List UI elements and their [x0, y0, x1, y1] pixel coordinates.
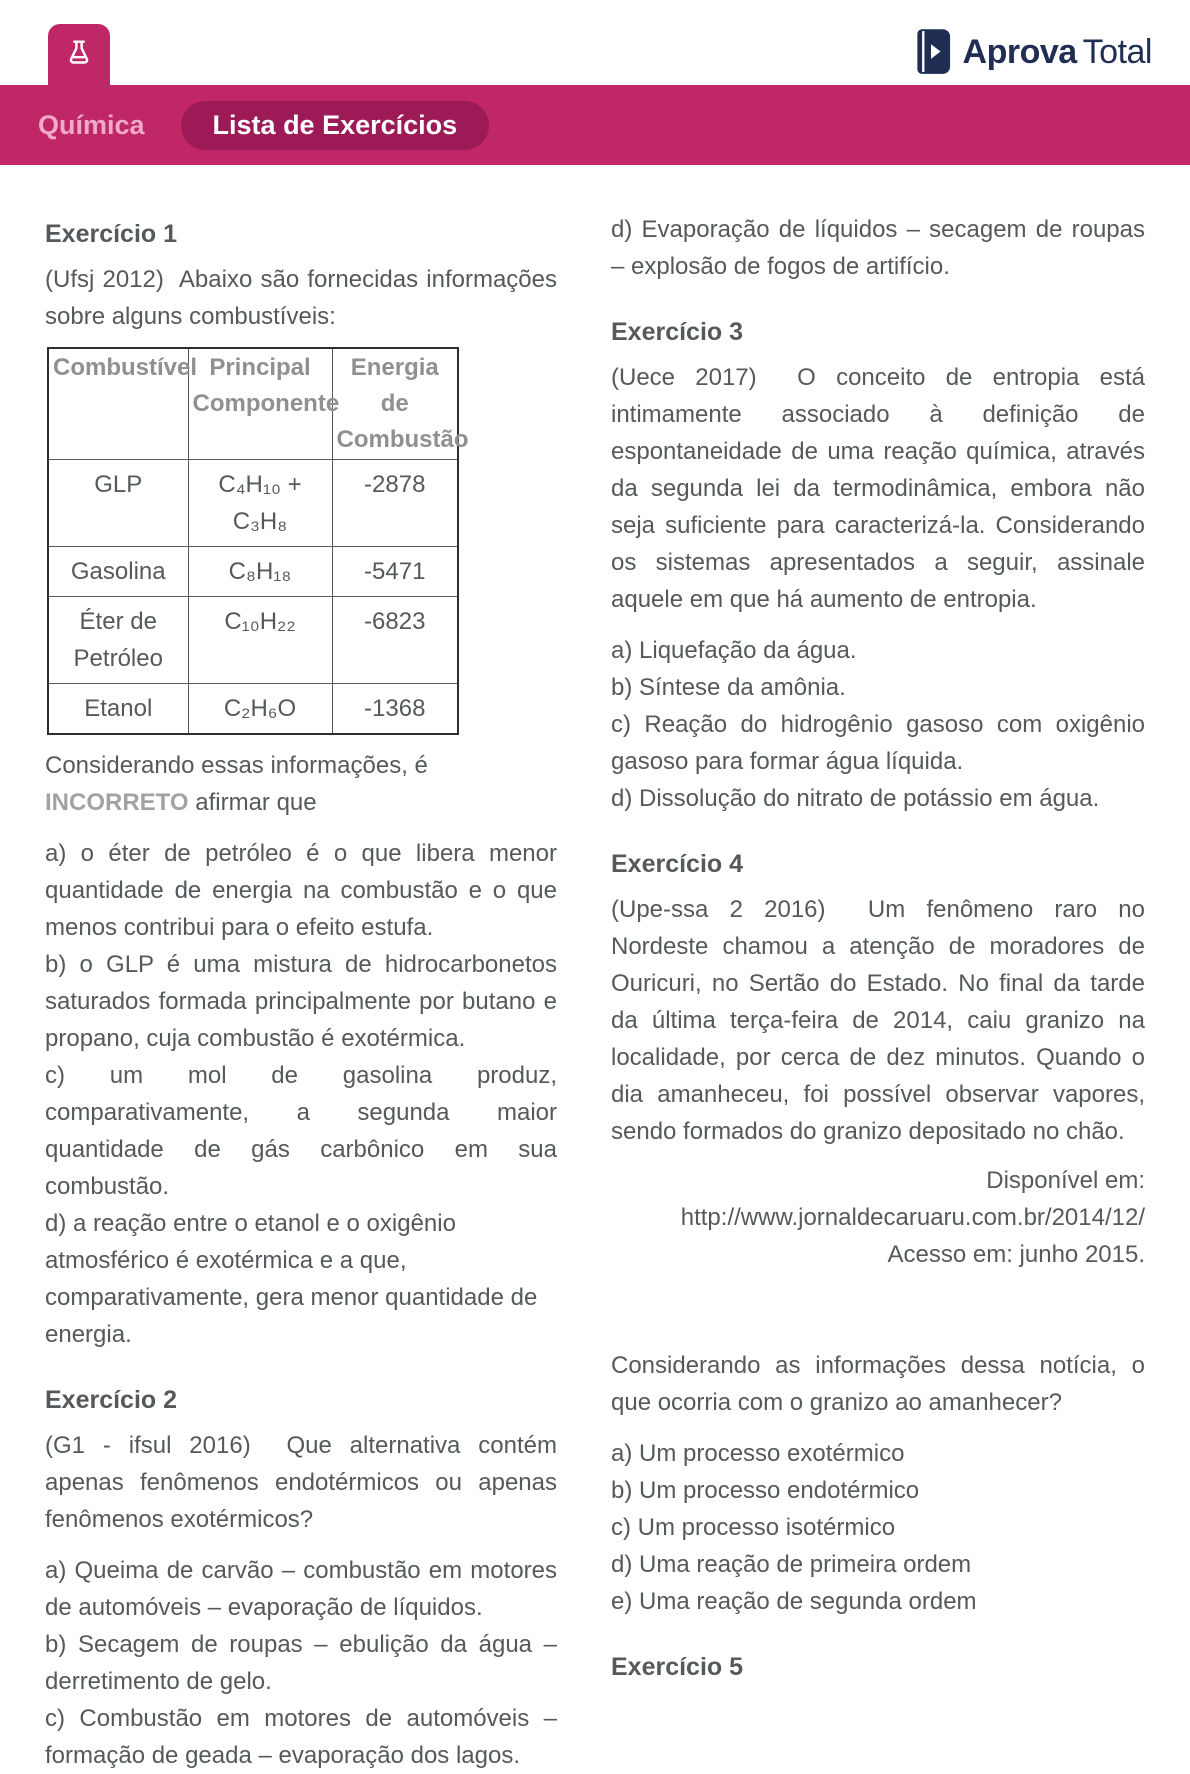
table-row: [48, 684, 458, 735]
table-header-cell: Principal Componente: [188, 348, 332, 460]
source-line: Disponível em:: [986, 1167, 1145, 1194]
source-line: Acesso em: junho 2015.: [887, 1241, 1145, 1268]
option-list: [611, 632, 1145, 817]
table-row: [48, 597, 458, 684]
page-header: [0, 0, 1190, 85]
option: b) Secagem de roupas – ebulição da água – derretimento de gelo.: [45, 1631, 557, 1695]
exercise-title: Exercício 2: [45, 1386, 178, 1414]
exercise-title: Exercício 3: [611, 318, 744, 346]
table-row: [48, 460, 458, 547]
option: d) a reação entre o etanol e o oxigênio atmosférico é exotérmica e a que, comparativamente, gera menor quantidade de energia.: [45, 1210, 538, 1348]
exercise-title: Exercício 1: [45, 220, 178, 248]
option: a) o éter de petróleo é o que libera menor quantidade de energia na combustão e o que menos contribui para o efeito estufa.: [45, 840, 557, 941]
statement-pre: Considerando essas informações, é: [45, 752, 428, 779]
table-header-cell: Combustível: [48, 348, 188, 460]
option: e) Uma reação de segunda ordem: [611, 1588, 977, 1615]
option: b) Um processo endotérmico: [611, 1477, 920, 1504]
table-cell: GLP: [48, 460, 188, 547]
option-list: [611, 211, 1145, 285]
source-line: http://www.jornaldecaruaru.com.br/2014/12/: [680, 1204, 1145, 1231]
left-column: [45, 211, 557, 1774]
exercise-statement: [45, 747, 557, 821]
table-cell: Éter de Petróleo: [48, 597, 188, 684]
option: a) Liquefação da água.: [611, 637, 857, 664]
table-cell: -1368: [332, 684, 458, 735]
content-area: [0, 165, 1190, 1774]
option-list: [45, 1552, 557, 1774]
table-header-row: [48, 348, 458, 460]
book-play-icon: [911, 27, 951, 77]
option: c) Um processo isotérmico: [611, 1514, 896, 1541]
statement-keyword: INCORRETO: [45, 789, 189, 816]
right-column: [611, 211, 1145, 1774]
exercise-list-badge: Lista de Exercícios: [181, 101, 490, 150]
subject-label: Química: [38, 109, 145, 140]
source-citation: [611, 1162, 1145, 1273]
subject-band: [0, 85, 1190, 165]
exercise-title: Exercício 5: [611, 1653, 744, 1681]
table-header-cell: Energia de Combustão: [332, 348, 458, 460]
table-cell: C₈H₁₈: [188, 547, 332, 597]
option: b) Síntese da amônia.: [611, 674, 846, 701]
brand-name-bold: Aprova: [962, 32, 1077, 71]
exercise-question: Considerando as informações dessa notícia, o que ocorria com o granizo ao amanhecer?: [611, 1352, 1145, 1416]
table-row: [48, 547, 458, 597]
exercise-title: Exercício 4: [611, 850, 744, 878]
table-cell: Gasolina: [48, 547, 188, 597]
subject-tab: [48, 24, 110, 85]
option: c) um mol de gasolina produz, comparativamente, a segunda maior quantidade de gás carbônico em sua combustão.: [45, 1062, 557, 1200]
option-list: [45, 835, 557, 1353]
flask-icon: [64, 37, 94, 72]
option: a) Um processo exotérmico: [611, 1440, 905, 1467]
table-cell: -2878: [332, 460, 458, 547]
table-cell: C₄H₁₀ + C₃H₈: [188, 460, 332, 547]
option: c) Reação do hidrogênio gasoso com oxigênio gasoso para formar água líquida.: [611, 711, 1145, 775]
exercise-intro: (Upe-ssa 2 2016) Um fenômeno raro no Nordeste chamou a atenção de moradores de Ouricuri, no Sertão do Estado. No final da tarde da última terça-feira de 2014, caiu granizo na localidade, por cerca de dez minutos. Quando o dia amanheceu, foi possível observar vapores, sendo formados do granizo depositado no chão.: [611, 896, 1145, 1145]
fuel-table: [47, 347, 469, 735]
table-cell: C₁₀H₂₂: [188, 597, 332, 684]
table-cell: Etanol: [48, 684, 188, 735]
brand-logo: [911, 26, 1152, 78]
option: d) Dissolução do nitrato de potássio em água.: [611, 785, 1100, 812]
brand-name-light: Total: [1082, 32, 1152, 71]
statement-post: afirmar que: [188, 789, 317, 816]
exercise-intro: (G1 - ifsul 2016) Que alternativa contém apenas fenômenos endotérmicos ou apenas fenômenos exotérmicos?: [45, 1432, 557, 1533]
exercise-intro: (Ufsj 2012) Abaixo são fornecidas informações sobre alguns combustíveis:: [45, 266, 557, 330]
table-cell: -6823: [332, 597, 458, 684]
option: c) Combustão em motores de automóveis – formação de geada – evaporação dos lagos.: [45, 1705, 557, 1769]
exercise-intro: (Uece 2017) O conceito de entropia está intimamente associado à definição de espontaneidade de uma reação química, através da segunda lei da termodinâmica, embora não seja suficiente para caracterizá-la. Considerando os sistemas apresentados a seguir, assinale aquele em que há aumento de entropia.: [611, 364, 1145, 613]
table-cell: -5471: [332, 547, 458, 597]
option: b) o GLP é uma mistura de hidrocarbonetos saturados formada principalmente por butano e propano, cuja combustão é exotérmica.: [45, 951, 557, 1052]
table-cell: C₂H₆O: [188, 684, 332, 735]
brand-name: [963, 33, 1152, 72]
option: a) Queima de carvão – combustão em motores de automóveis – evaporação de líquidos.: [45, 1557, 557, 1621]
option: d) Uma reação de primeira ordem: [611, 1551, 972, 1578]
option: d) Evaporação de líquidos – secagem de roupas – explosão de fogos de artifício.: [611, 216, 1145, 280]
option-list: [611, 1435, 1145, 1620]
